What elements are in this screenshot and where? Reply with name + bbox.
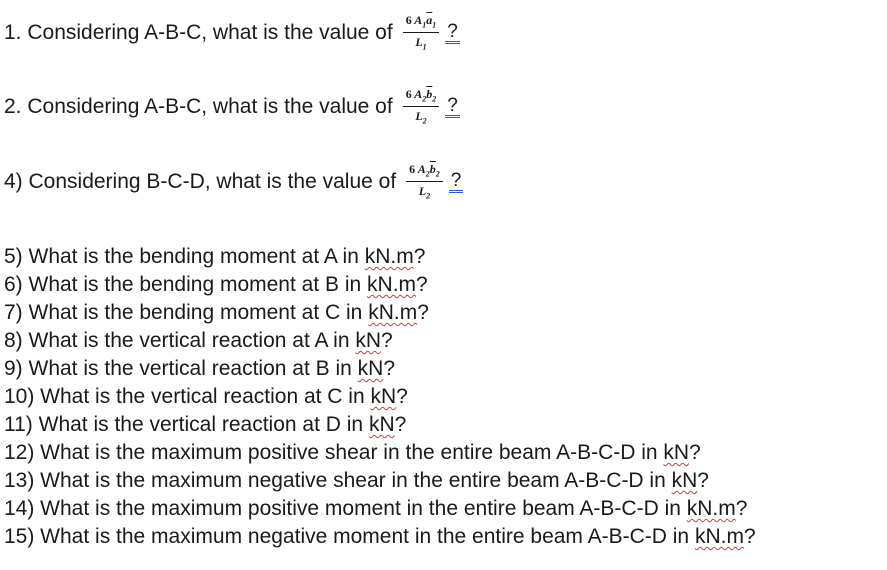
unit-label: kN.m: [368, 301, 418, 324]
question-12: 12) What is the maximum positive shear in the entire beam A-B-C-D in kN?: [4, 441, 701, 464]
question-2-text: 2. Considering A-B-C, what is the value of: [4, 95, 393, 119]
question-10: 10) What is the vertical reaction at C in kN?: [4, 385, 408, 408]
question-1: [4, 14, 460, 52]
question-11: 11) What is the vertical reaction at D in kN?: [4, 413, 407, 436]
question-5: 5) What is the bending moment at A in kN.m?: [4, 245, 426, 268]
question-8: 8) What is the vertical reaction at A in kN?: [4, 329, 393, 352]
question-15: 15) What is the maximum negative moment in the entire beam A-B-C-D in kN.m?: [4, 525, 756, 548]
question-7: 7) What is the bending moment at C in kN.m?: [4, 301, 429, 324]
unit-label: kN: [671, 469, 698, 492]
unit-label: kN: [355, 329, 382, 352]
question-4-mark: ?: [449, 172, 464, 193]
unit-label: kN: [357, 357, 384, 380]
unit-label: kN: [368, 413, 395, 436]
question-9: 9) What is the vertical reaction at B in kN?: [4, 357, 396, 380]
unit-label: kN.m: [686, 497, 736, 520]
question-2-mark: ?: [445, 97, 460, 118]
unit-label: kN.m: [364, 245, 414, 268]
unit-label: kN.m: [694, 525, 744, 548]
question-13: 13) What is the maximum negative shear in the entire beam A-B-C-D in kN?: [4, 469, 709, 492]
question-4-formula: $\frac{6 A_2\overline{b}_2}{L_2}$: [406, 163, 443, 201]
question-1-mark: ?: [445, 23, 460, 44]
unit-label: kN: [370, 385, 397, 408]
question-2: [4, 88, 460, 126]
question-1-text: 1. Considering A-B-C, what is the value of: [4, 21, 393, 45]
question-4-text: 4) Considering B-C-D, what is the value of: [4, 170, 397, 194]
question-2-formula: $\frac{6 A_2\overline{b}_2}{L_2}$: [403, 88, 440, 126]
question-14: 14) What is the maximum positive moment in the entire beam A-B-C-D in kN.m?: [4, 497, 748, 520]
unit-label: kN: [663, 441, 690, 464]
question-list: [4, 243, 756, 551]
question-4: [4, 163, 463, 201]
question-6: 6) What is the bending moment at B in kN.m?: [4, 273, 428, 296]
unit-label: kN.m: [367, 273, 417, 296]
question-1-formula: $\frac{6 A_1\overline{a}_1}{L_1}$: [403, 14, 440, 52]
